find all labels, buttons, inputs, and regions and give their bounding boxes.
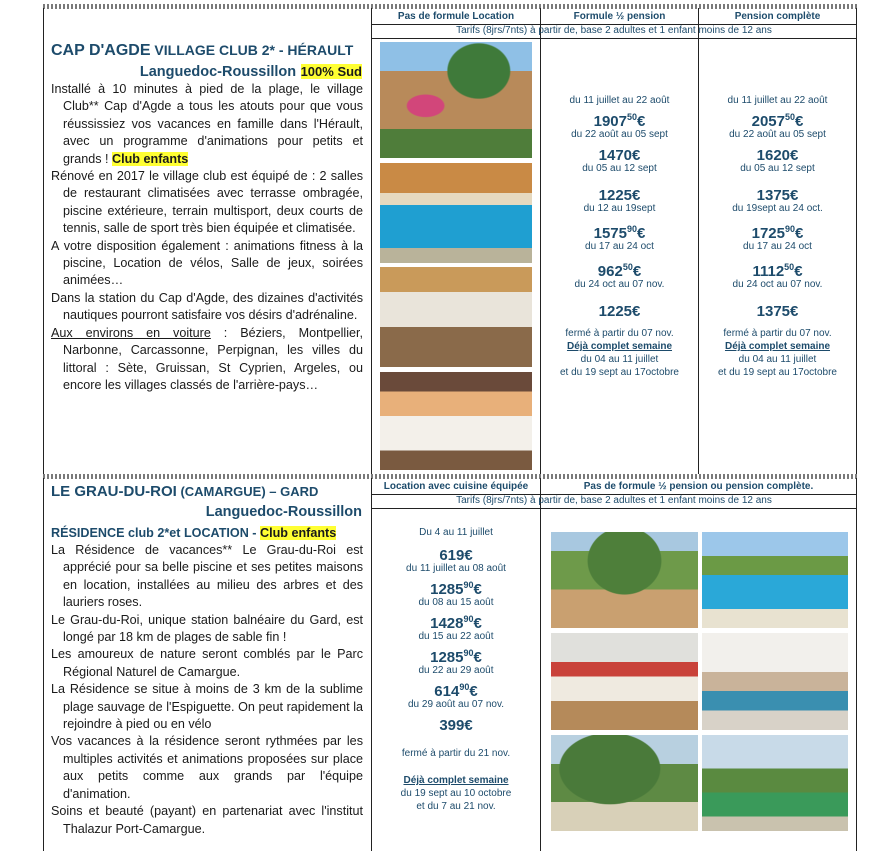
- price: 1375€: [756, 187, 799, 204]
- date-range: du 11 juillet au 08 août: [406, 563, 506, 574]
- closed-note: fermé à partir du 07 nov.: [723, 328, 832, 339]
- desc-para: Dans la station du Cap d'Agde, des dizaines d'activités nautiques pourront satisfaire vos désirs d'adrénaline.: [51, 290, 363, 323]
- desc-text: Installé à 10 minutes à pied de la plage, le village Club** Cap d'Agde a tous les atouts pour que vous réussissiez vos vacances en famille dans l'Hérault, avec un programme d'animations pour petits et grands !: [51, 82, 363, 166]
- frame-divider-1a: [371, 8, 372, 474]
- date-range: du 11 juillet au 22 août: [569, 95, 670, 106]
- date-range: du 08 au 15 août: [418, 597, 494, 608]
- photo-sports-field: [702, 735, 848, 831]
- price: 1575$^{90}$€: [593, 224, 646, 242]
- price: 619€: [439, 547, 473, 564]
- listing-title-grau-du-roi: [51, 482, 367, 502]
- full-dates: du 19 sept au 10 octobre: [400, 788, 512, 799]
- price: 1907$^{50}$€: [593, 112, 646, 130]
- date-range: du 22 au 29 août: [418, 665, 494, 676]
- date-range: du 17 au 24 oct: [743, 241, 812, 252]
- date-range: Du 4 au 11 juillet: [419, 527, 493, 538]
- price: $962^{50}€$: [597, 262, 642, 280]
- top-border: [43, 4, 857, 9]
- full-dates: et du 7 au 21 nov.: [416, 801, 496, 812]
- title-main: LE GRAU-DU-ROI: [51, 483, 177, 500]
- date-range: du 05 au 12 sept: [740, 163, 815, 174]
- full-label: Déjà complet semaine: [724, 341, 831, 352]
- region-line-1: [51, 62, 362, 82]
- tarif-note-1: Tarifs (8jrs/7nts) à partir de, base 2 adultes et 1 enfant moins de 12 ans: [456, 25, 772, 36]
- header-line-2b: [371, 508, 857, 509]
- desc-para: [51, 81, 363, 168]
- desc-para: Soins et beauté (payant) en partenariat avec l'institut Thalazur Port-Camargue.: [51, 804, 363, 836]
- header-line-1b: [371, 38, 857, 39]
- frame-right-2: [856, 478, 857, 851]
- full-dates: du 04 au 11 juillet: [580, 354, 659, 365]
- photo-restaurant: [380, 267, 532, 367]
- date-range: du 24 oct au 07 nov.: [732, 279, 823, 290]
- full-dates: et du 19 sept au 17octobre: [718, 367, 837, 378]
- frame-left-1: [43, 8, 44, 474]
- photo-outdoor-pool: [702, 532, 848, 628]
- date-range: du 05 au 12 sept: [582, 163, 657, 174]
- title-sub: VILLAGE CLUB 2* - HÉRAULT: [150, 42, 354, 58]
- club-badge: Club enfants: [112, 151, 189, 166]
- frame-divider-2b: [540, 478, 541, 851]
- date-range: du 24 oct au 07 nov.: [574, 279, 665, 290]
- photo-bedroom: [380, 372, 532, 470]
- col-header-full-board: Pension complète: [734, 11, 821, 22]
- region-line-2: [51, 502, 362, 522]
- desc-para: Les amoureux de nature seront comblés par le Parc Régional Naturel de Camargue.: [51, 647, 363, 679]
- section-divider: [43, 474, 857, 479]
- prices-rental: [372, 527, 540, 813]
- desc-para: La Résidence de vacances** Le Grau-du-Roi est apprécié pour sa belle piscine et ses petites maisons en location, installées au milieu des arbres et des lauriers roses.: [51, 543, 363, 610]
- tarif-note-2: Tarifs (8jrs/7nts) à partir de, base 2 adultes et 1 enfant moins de 12 ans: [456, 495, 772, 506]
- photo-indoor-pool: [380, 163, 532, 263]
- description-1: [51, 81, 363, 394]
- frame-divider-1c: [698, 8, 699, 474]
- subtitle-text: RÉSIDENCE club 2*et LOCATION -: [51, 526, 260, 540]
- col-header-rental: Location avec cuisine équipée: [383, 481, 529, 492]
- full-dates: et du 19 sept au 17octobre: [560, 367, 679, 378]
- date-range: du 19sept au 24 oct.: [732, 203, 823, 214]
- price: 1470€: [598, 147, 641, 164]
- frame-left-2: [43, 478, 44, 851]
- date-range: du 22 août au 05 sept: [571, 129, 668, 140]
- price: $614^{90}€$: [434, 682, 478, 700]
- surroundings-link[interactable]: Aux environs en voiture: [51, 325, 211, 340]
- date-range: du 12 au 19sept: [583, 203, 656, 214]
- full-label: Déjà complet semaine: [403, 775, 509, 786]
- title-main: CAP D'AGDE: [51, 42, 151, 59]
- listing-title-cap-dagde: [51, 40, 367, 61]
- date-range: du 15 au 22 août: [418, 631, 494, 642]
- photo-terrace: [551, 633, 698, 730]
- date-range: du 17 au 24 oct: [585, 241, 654, 252]
- col-header-half-board: Formule ½ pension: [573, 11, 666, 22]
- desc-para: A votre disposition également : animations fitness à la piscine, Location de vélos, Salle de jeux, soirées animées…: [51, 238, 363, 288]
- full-label: Déjà complet semaine: [566, 341, 673, 352]
- price: 1225€: [598, 303, 641, 320]
- price: 1375€: [756, 303, 799, 320]
- region-label: Languedoc-Roussillon: [205, 504, 362, 520]
- photo-houses: [551, 532, 698, 628]
- date-range: du 11 juillet au 22 août: [727, 95, 828, 106]
- price: 1112$^{50}$€: [752, 262, 803, 280]
- col-header-no-location: Pas de formule Location: [397, 11, 515, 22]
- price: 2057$^{50}$€: [751, 112, 804, 130]
- date-range: du 22 août au 05 sept: [729, 129, 826, 140]
- photo-kitchen: [702, 633, 848, 730]
- prices-full-board: [700, 95, 855, 379]
- price: 1620€: [756, 147, 799, 164]
- desc-para: Rénové en 2017 le village club est équipé de : 2 salles de restaurant climatisées avec terrasse ombragée, piscine extérieure, terrain multisport, deux courts de tennis, salle de sport très bien équipée et climatisée.: [51, 169, 363, 236]
- full-dates: du 04 au 11 juillet: [738, 354, 817, 365]
- price: 1285$^{90}$€: [430, 648, 482, 666]
- desc-text: : Béziers, Montpellier, Narbonne, Carcassonne, Perpignan, les villes du littoral : Sète, Gruissan, St Cyprien, Argeles, ou encore les villages classés de l'arrière-pays…: [63, 325, 363, 392]
- price: 1285$^{90}$€: [430, 580, 482, 598]
- frame-divider-1b: [540, 8, 541, 474]
- desc-para: La Résidence se situe à moins de 3 km de la sublime plage sauvage de l'Espiguette. On peut rapidement la rejoindre à pied ou en vélo: [51, 682, 363, 732]
- prices-half-board: [542, 95, 697, 379]
- region-badge: 100% Sud: [300, 64, 362, 79]
- title-sub: (CAMARGUE) – GARD: [176, 484, 319, 499]
- residence-subtitle: [51, 524, 367, 542]
- date-range: du 29 août au 07 nov.: [407, 699, 504, 710]
- price: 399€: [439, 717, 473, 734]
- price: 1725$^{90}$€: [751, 224, 804, 242]
- desc-para: Le Grau-du-Roi, unique station balnéaire du Gard, est longé par 18 km de plages de sable fin !: [51, 612, 363, 645]
- closed-note: fermé à partir du 07 nov.: [565, 328, 674, 339]
- region-label: Languedoc-Roussillon: [139, 64, 297, 80]
- closed-note: fermé à partir du 21 nov.: [401, 748, 511, 759]
- desc-para: Vos vacances à la résidence seront rythmées par les multiples activités et animations proposées sur place aux petits comme aux grands par l'équipe d'animation.: [51, 734, 363, 801]
- price: 1225€: [598, 187, 641, 204]
- desc-para: [51, 325, 363, 395]
- photo-village-garden: [380, 42, 532, 158]
- club-badge: Club enfants: [259, 526, 337, 540]
- photo-park: [551, 735, 698, 831]
- col-header-no-board: Pas de formule ½ pension ou pension complète.: [583, 481, 814, 492]
- price: 1428$^{90}$€: [430, 614, 482, 632]
- frame-right-1: [856, 8, 857, 474]
- description-2: [51, 542, 363, 838]
